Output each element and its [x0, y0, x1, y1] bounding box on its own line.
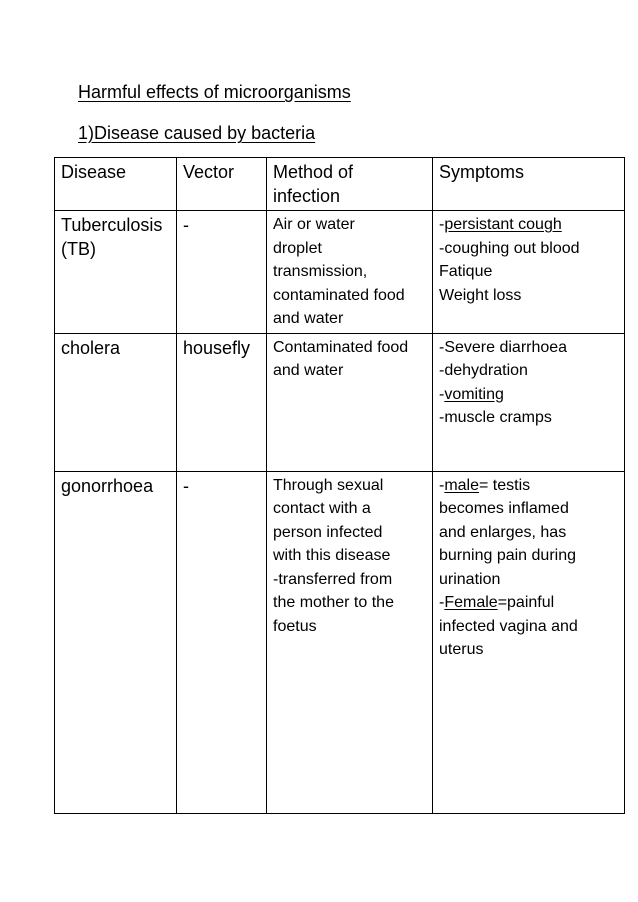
method-line: and water	[273, 362, 344, 379]
symptom-text: =painful	[497, 594, 555, 611]
method-line: droplet	[273, 239, 322, 257]
disease-abbrev: (TB)	[61, 239, 96, 259]
symptom-underlined: vomiting	[444, 385, 504, 403]
symptom-underlined: male	[444, 476, 480, 494]
symptom-line: Fatique	[439, 263, 493, 280]
symptom-prefix: -	[439, 385, 445, 403]
header-symptoms-label: Symptoms	[439, 162, 525, 182]
cell-symptoms	[433, 211, 625, 334]
symptom-line: -muscle cramps	[439, 409, 552, 426]
table-row	[55, 333, 625, 471]
cell-method	[267, 471, 433, 813]
symptom-line	[439, 383, 619, 407]
symptom-line: uterus	[439, 641, 484, 658]
symptom-prefix: -	[439, 594, 445, 611]
header-method-line: infection	[273, 186, 341, 206]
symptom-line: urination	[439, 570, 501, 588]
symptom-line	[439, 213, 619, 237]
symptom-line: and enlarges, has	[439, 523, 567, 541]
vector-text: -	[183, 475, 189, 496]
vector-text: housefly	[183, 337, 251, 358]
method-line: and water	[273, 310, 344, 327]
header-vector	[177, 158, 267, 211]
method-line: Through sexual	[273, 476, 384, 494]
header-method	[267, 158, 433, 211]
symptom-line: -coughing out blood	[439, 239, 580, 257]
header-disease-label: Disease	[61, 162, 127, 182]
cell-vector	[177, 211, 267, 334]
symptom-prefix: -	[439, 216, 445, 233]
method-line: the mother to the	[273, 594, 394, 611]
cell-disease	[55, 471, 177, 813]
symptom-line: burning pain during	[439, 547, 576, 564]
section-subtitle: 1)Disease caused by bacteria	[78, 123, 316, 143]
table-row	[55, 471, 625, 813]
method-line: Air or water	[273, 216, 355, 233]
table-header-row	[55, 158, 625, 211]
header-vector-label: Vector	[183, 162, 235, 182]
symptom-line	[439, 591, 619, 615]
symptom-line: -dehydration	[439, 362, 528, 379]
symptom-text: = testis	[479, 476, 531, 494]
cell-disease	[55, 211, 177, 334]
vector-text: -	[183, 215, 189, 235]
disease-name: cholera	[61, 337, 121, 358]
method-line: -transferred from	[273, 570, 393, 588]
symptom-prefix: -	[439, 476, 445, 494]
method-line: transmission,	[273, 263, 368, 280]
method-line: with this disease	[273, 547, 391, 564]
symptom-line: infected vagina and	[439, 617, 578, 635]
method-line: Contaminated food	[273, 338, 409, 356]
page-title: Harmful effects of microorganisms	[78, 82, 351, 102]
cell-method	[267, 211, 433, 334]
cell-disease	[55, 333, 177, 471]
disease-name: Tuberculosis	[61, 215, 163, 235]
symptom-underlined: persistant cough	[444, 216, 562, 233]
header-symptoms	[433, 158, 625, 211]
method-line: contact with a	[273, 500, 371, 517]
method-line: person infected	[273, 523, 383, 541]
cell-vector	[177, 471, 267, 813]
symptom-line: Weight loss	[439, 286, 522, 304]
cell-symptoms	[433, 333, 625, 471]
cell-vector	[177, 333, 267, 471]
cell-symptoms	[433, 471, 625, 813]
header-method-line: Method of	[273, 162, 354, 182]
cell-method	[267, 333, 433, 471]
disease-table	[54, 157, 625, 814]
symptom-underlined: Female	[444, 594, 498, 611]
table-row	[55, 211, 625, 334]
method-line: contaminated food	[273, 286, 405, 304]
symptom-line: becomes inflamed	[439, 500, 569, 517]
method-line: foetus	[273, 617, 317, 635]
disease-name: gonorrhoea	[61, 475, 154, 496]
symptom-line	[439, 474, 619, 498]
symptom-line: -Severe diarrhoea	[439, 338, 568, 356]
header-disease	[55, 158, 177, 211]
